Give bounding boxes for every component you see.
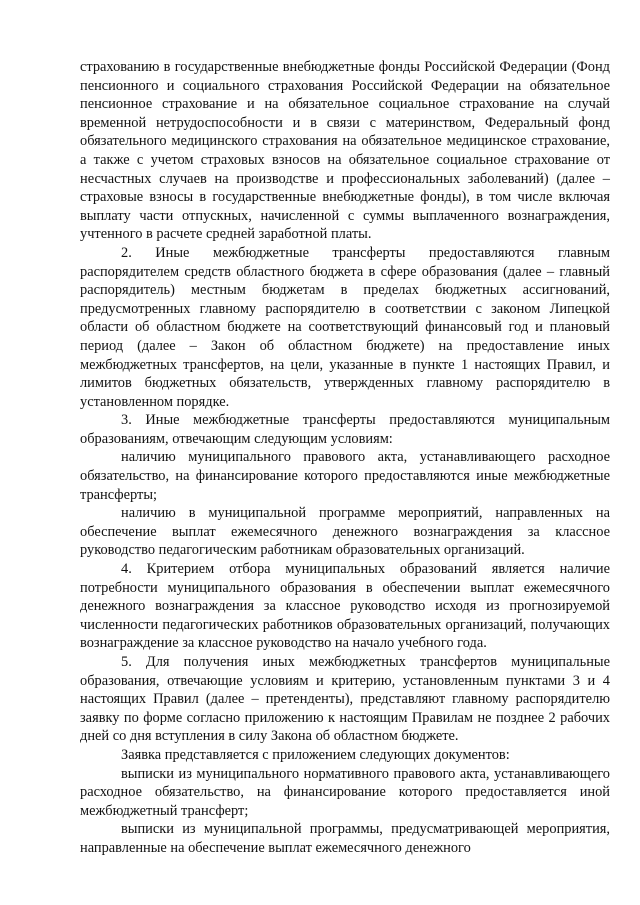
paragraph-extract-program: выписки из муниципальной программы, предусматривающей мероприятия, направленные на обеспечение выплат ежемесячного денежного [80,821,610,856]
paragraph-item-5: 5. Для получения иных межбюджетных трансфертов муниципальные образования, отвечающие условиям и критерию, установленным пунктами 3 и 4 настоящих Правил (далее – претенденты), представляют главному распорядителю заявку по форме согласно приложению к настоящим Правилам не позднее 2 рабочих дней со дня вступления в силу Закона об областном бюджете. [80,654,610,745]
paragraph-item-3: 3. Иные межбюджетные трансферты предоставляются муниципальным образованиям, отвечающим следующим условиям: [80,412,610,447]
document-page [80,58,610,858]
paragraph-item-4: 4. Критерием отбора муниципальных образований является наличие потребности муниципального образования в обеспечении выплат ежемесячного денежного вознаграждения за классное руководство исходя из прогнозируемой численности педагогических работников образовательных организаций, получающих вознаграждение за классное руководство на начало учебного года. [80,561,610,652]
paragraph-application-documents: Заявка представляется с приложением следующих документов: [121,746,510,763]
paragraph-extract-legal-act: выписки из муниципального нормативного правового акта, устанавливающего расходное обязательство, на финансирование которого предоставляется иной межбюджетный трансферт; [80,765,610,819]
paragraph-continuation: страхованию в государственные внебюджетные фонды Российской Федерации (Фонд пенсионного и социального страхования Российской Федерации на обязательное пенсионное страхование и на обязательное социальное страхование на случай временной нетрудоспособности и в связи с материнством, Федеральный фонд обязательного медицинского страхования на обязательное медицинское страхование, а также с учетом страховых взносов на обязательное социальное страхование от несчастных случаев на производстве и профессиональных заболеваний) (далее – страховые взносы в государственные внебюджетные фонды), в том числе включая выплату части отпускных, начисленной с суммы выплаченного вознаграждения, учтенного в расчете средней заработной платы. [80,59,610,243]
paragraph-item-2: 2. Иные межбюджетные трансферты предоставляются главным распорядителем средств областного бюджета в сфере образования (далее – главный распорядитель) местным бюджетам в пределах бюджетных ассигнований, предусмотренных главному распорядителю в соответствии с законом Липецкой области об областном бюджете на соответствующий финансовый год и плановый период (далее – Закон об областном бюджете) на предоставление иных межбюджетных трансфертов, на цели, указанные в пункте 1 настоящих Правил, и лимитов бюджетных обязательств, утвержденных главному распорядителю в установленном порядке. [80,244,610,410]
paragraph-condition-program: наличию в муниципальной программе мероприятий, направленных на обеспечение выплат ежемесячного денежного вознаграждения за классное руководство педагогическим работникам образовательных организаций. [80,505,610,559]
paragraph-condition-legal-act: наличию муниципального правового акта, устанавливающего расходное обязательство, на финансирование которого предоставляются иные межбюджетные трансферты; [80,449,610,503]
